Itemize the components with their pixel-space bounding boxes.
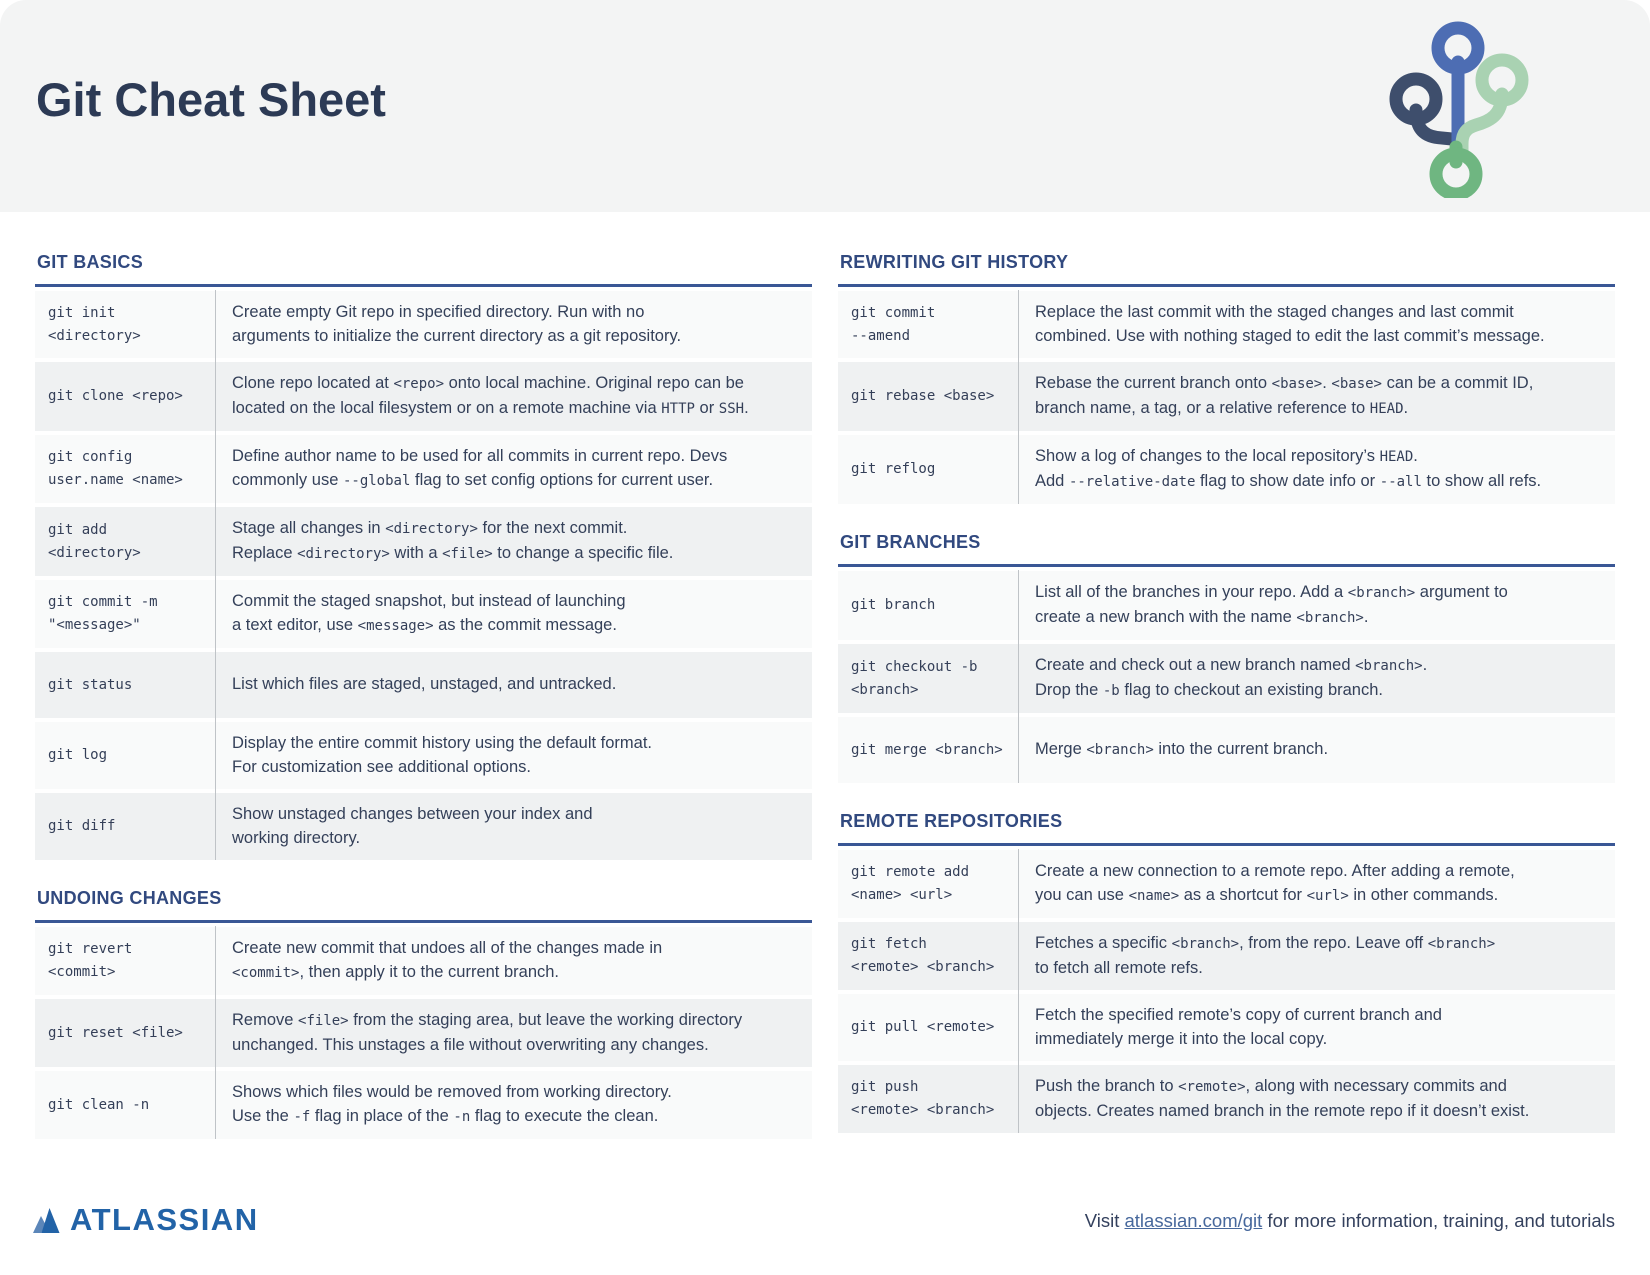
right-column bbox=[838, 252, 1615, 1161]
footer bbox=[0, 1192, 1650, 1254]
command-text: git merge <branch> bbox=[851, 741, 1003, 758]
command-cell bbox=[838, 1065, 1018, 1133]
section-title: GIT BRANCHES bbox=[840, 532, 981, 552]
description-cell bbox=[215, 580, 812, 648]
table-row bbox=[35, 999, 812, 1067]
table-row bbox=[35, 580, 812, 648]
command-text: git fetch <remote> <branch> bbox=[851, 936, 995, 975]
command-text: git branch bbox=[851, 597, 936, 613]
description-cell bbox=[215, 927, 812, 995]
command-cell bbox=[838, 291, 1018, 358]
column-divider bbox=[215, 290, 216, 860]
command-cell bbox=[35, 793, 215, 860]
description-text: Define author name to be used for all commits in current repo. Devs commonly use --global flag to set config options for current user. bbox=[232, 447, 728, 489]
command-text: git rebase <base> bbox=[851, 388, 995, 404]
description-text: Display the entire commit history using the default format. For customization see additional options. bbox=[232, 734, 653, 776]
table-row bbox=[35, 362, 812, 431]
column-divider bbox=[215, 926, 216, 1139]
table-row bbox=[838, 571, 1615, 640]
description-cell bbox=[1018, 717, 1615, 783]
table-row bbox=[35, 1071, 812, 1139]
command-cell bbox=[838, 571, 1018, 640]
table-row bbox=[838, 644, 1615, 713]
footer-note-prefix: Visit bbox=[1084, 1210, 1125, 1231]
description-cell bbox=[215, 435, 812, 503]
command-cell bbox=[838, 922, 1018, 990]
command-text: git checkout -b <branch> bbox=[851, 658, 978, 698]
command-cell bbox=[35, 435, 215, 503]
command-text: git revert <commit> bbox=[48, 941, 133, 980]
description-text: Show a log of changes to the local repository’s HEAD. Add --relative-date flag to show date info or --all to show all refs. bbox=[1035, 447, 1542, 490]
command-text: git commit --amend bbox=[851, 304, 936, 344]
description-text: List which files are staged, unstaged, and untracked. bbox=[232, 675, 617, 694]
description-text: Shows which files would be removed from working directory. Use the -f flag in place of the -n flag to execute the clean. bbox=[232, 1083, 672, 1125]
atlassian-wordmark: ATLASSIAN bbox=[70, 1202, 259, 1237]
table-row bbox=[838, 850, 1615, 918]
description-cell bbox=[215, 291, 812, 358]
description-text: Create empty Git repo in specified directory. Run with no arguments to initialize the current directory as a git repository. bbox=[232, 303, 682, 345]
atlassian-git-link[interactable]: atlassian.com/git bbox=[1124, 1210, 1263, 1231]
atlassian-mark-icon bbox=[33, 1207, 60, 1234]
footer-note bbox=[1085, 1210, 1615, 1232]
description-text: Clone repo located at <repo> onto local machine. Original repo can be located on the local filesystem or on a remote machine via HTTP or SSH. bbox=[232, 374, 749, 417]
description-text: Commit the staged snapshot, but instead of launching a text editor, use <message> as the commit message. bbox=[232, 592, 626, 634]
description-cell bbox=[1018, 571, 1615, 640]
table-row bbox=[35, 291, 812, 358]
column-divider bbox=[1018, 290, 1019, 504]
column-divider bbox=[1018, 570, 1019, 783]
command-cell bbox=[35, 927, 215, 995]
description-text: Show unstaged changes between your index and working directory. bbox=[232, 805, 593, 847]
table-row bbox=[838, 291, 1615, 358]
section-git-branches bbox=[838, 532, 1615, 783]
command-cell bbox=[838, 994, 1018, 1061]
table-row bbox=[35, 435, 812, 503]
command-table bbox=[35, 284, 812, 860]
left-column bbox=[35, 252, 812, 1167]
branch-node-green bbox=[1436, 154, 1476, 194]
footer-note-suffix: for more information, training, and tutorials bbox=[1262, 1210, 1615, 1231]
section-title: REMOTE REPOSITORIES bbox=[840, 811, 1063, 831]
table-row bbox=[838, 994, 1615, 1061]
description-text: Create new commit that undoes all of the changes made in <commit>, then apply it to the current branch. bbox=[232, 939, 663, 981]
description-text: Create a new connection to a remote repo. After adding a remote, you can use <name> as a shortcut for <url> in other commands. bbox=[1035, 862, 1515, 904]
description-text: Stage all changes in <directory> for the next commit. Replace <directory> with a <file> to change a specific file. bbox=[232, 519, 674, 562]
table-row bbox=[35, 722, 812, 789]
command-cell bbox=[35, 999, 215, 1067]
git-branch-logo bbox=[1382, 10, 1534, 198]
description-cell bbox=[215, 1071, 812, 1139]
description-cell bbox=[1018, 922, 1615, 990]
command-cell bbox=[35, 580, 215, 648]
description-cell bbox=[215, 722, 812, 789]
table-row bbox=[838, 922, 1615, 990]
description-text: Merge <branch> into the current branch. bbox=[1035, 739, 1329, 758]
command-text: git push <remote> <branch> bbox=[851, 1079, 995, 1118]
table-row bbox=[35, 652, 812, 718]
command-cell bbox=[35, 722, 215, 789]
description-cell bbox=[1018, 850, 1615, 918]
section-title: REWRITING GIT HISTORY bbox=[840, 252, 1069, 272]
description-cell bbox=[1018, 994, 1615, 1061]
section-remote-repositories bbox=[838, 811, 1615, 1133]
command-cell bbox=[35, 507, 215, 576]
description-cell bbox=[215, 652, 812, 718]
command-table bbox=[838, 284, 1615, 504]
command-cell bbox=[838, 850, 1018, 918]
table-row bbox=[838, 362, 1615, 431]
description-cell bbox=[215, 507, 812, 576]
command-cell bbox=[35, 652, 215, 718]
command-text: git commit -m "<message>" bbox=[48, 594, 158, 633]
description-cell bbox=[1018, 1065, 1615, 1133]
command-table bbox=[35, 920, 812, 1139]
command-text: git clone <repo> bbox=[48, 388, 183, 404]
command-cell bbox=[35, 1071, 215, 1139]
command-cell bbox=[838, 717, 1018, 783]
description-text: Fetches a specific <branch>, from the repo. Leave off <branch> to fetch all remote refs. bbox=[1035, 934, 1496, 977]
description-text: Remove <file> from the staging area, but leave the working directory unchanged. This unstages a file without overwriting any changes. bbox=[232, 1011, 743, 1054]
section-title: UNDOING CHANGES bbox=[37, 888, 222, 908]
description-cell bbox=[215, 999, 812, 1067]
column-divider bbox=[1018, 849, 1019, 1133]
description-text: Rebase the current branch onto <base>. <base> can be a commit ID, branch name, a tag, or a relative reference to HEAD. bbox=[1035, 374, 1534, 417]
table-row bbox=[838, 435, 1615, 504]
command-text: git reflog bbox=[851, 461, 936, 477]
command-text: git remote add <name> <url> bbox=[851, 864, 970, 903]
table-row bbox=[35, 507, 812, 576]
description-cell bbox=[1018, 291, 1615, 358]
description-cell bbox=[215, 793, 812, 860]
description-cell bbox=[1018, 362, 1615, 431]
atlassian-logo bbox=[33, 1202, 259, 1238]
section-git-basics bbox=[35, 252, 812, 860]
command-text: git init <directory> bbox=[48, 304, 141, 344]
page-title: Git Cheat Sheet bbox=[36, 73, 386, 126]
description-text: Fetch the specified remote’s copy of current branch and immediately merge it into the local copy. bbox=[1035, 1006, 1442, 1048]
command-cell bbox=[838, 435, 1018, 504]
description-text: Create and check out a new branch named <branch>. Drop the -b flag to checkout an existing branch. bbox=[1035, 656, 1428, 699]
section-undoing-changes bbox=[35, 888, 812, 1139]
description-text: Push the branch to <remote>, along with necessary commits and objects. Creates named branch in the remote repo if it doesn’t exist. bbox=[1035, 1077, 1530, 1120]
command-text: git status bbox=[48, 676, 133, 693]
section-rewriting-git-history bbox=[838, 252, 1615, 504]
command-text: git diff bbox=[48, 818, 116, 834]
branch-node-dark bbox=[1396, 79, 1436, 119]
table-row bbox=[838, 717, 1615, 783]
command-cell bbox=[35, 362, 215, 431]
description-text: Replace the last commit with the staged changes and last commit combined. Use with nothing staged to edit the last commit’s message. bbox=[1035, 303, 1545, 345]
table-row bbox=[35, 927, 812, 995]
command-text: git pull <remote> bbox=[851, 1019, 995, 1035]
branch-node-lightgreen bbox=[1482, 60, 1522, 100]
command-text: git add <directory> bbox=[48, 521, 141, 561]
header bbox=[0, 0, 1650, 212]
description-text: List all of the branches in your repo. Add a <branch> argument to create a new branch with the name <branch>. bbox=[1035, 583, 1508, 626]
command-cell bbox=[838, 644, 1018, 713]
description-cell bbox=[1018, 435, 1615, 504]
command-text: git reset <file> bbox=[48, 1024, 183, 1041]
command-text: git config user.name <name> bbox=[48, 449, 183, 488]
command-table bbox=[838, 564, 1615, 783]
command-cell bbox=[35, 291, 215, 358]
command-cell bbox=[838, 362, 1018, 431]
command-table bbox=[838, 843, 1615, 1133]
command-text: git clean -n bbox=[48, 1096, 150, 1113]
description-cell bbox=[1018, 644, 1615, 713]
command-text: git log bbox=[48, 747, 108, 763]
branch-node-blue bbox=[1438, 28, 1478, 68]
description-cell bbox=[215, 362, 812, 431]
section-title: GIT BASICS bbox=[37, 252, 144, 272]
table-row bbox=[35, 793, 812, 860]
table-row bbox=[838, 1065, 1615, 1133]
